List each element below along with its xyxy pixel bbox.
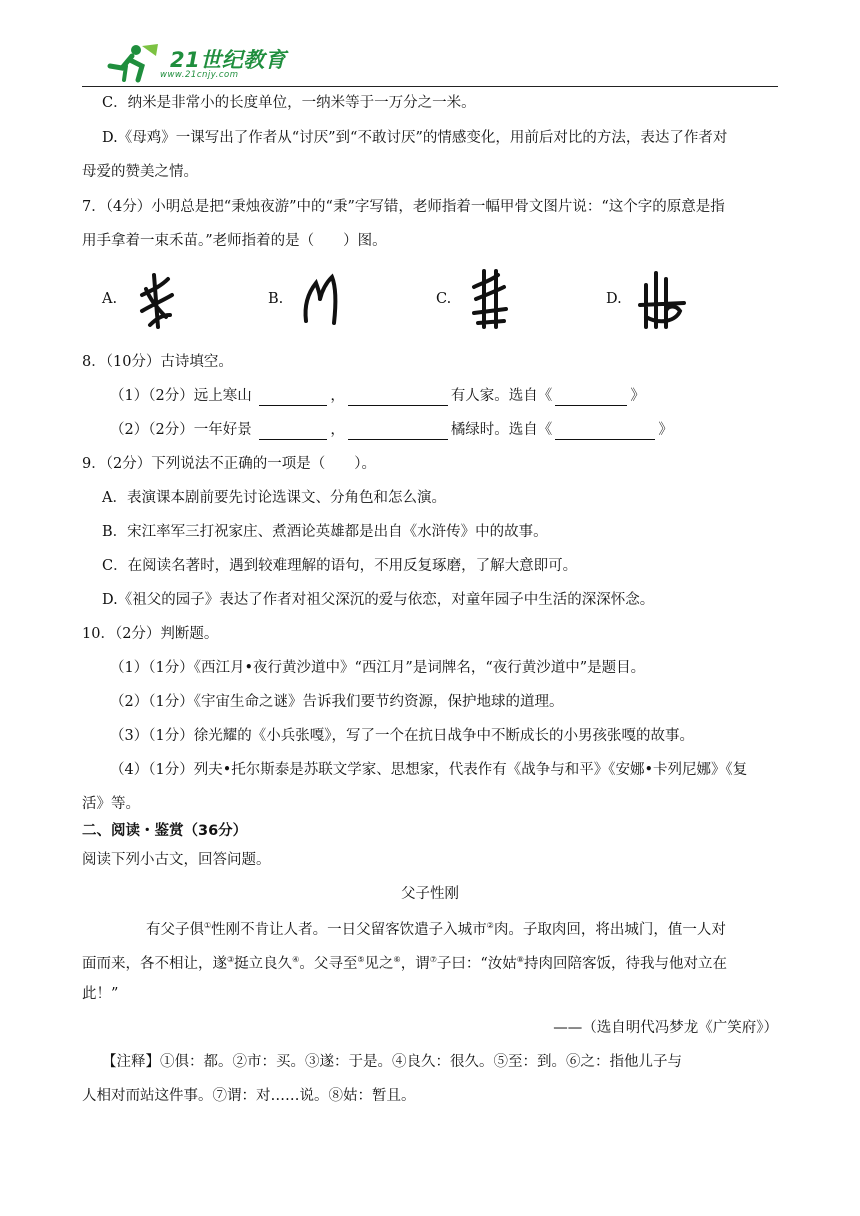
question-9-option-b: B．宋江率军三打祝家庄、煮酒论英雄都是出自《水浒传》中的故事。 [102, 524, 548, 540]
oracle-bone-glyph-b-icon [298, 265, 348, 335]
logo-text: 21世纪教育 [170, 48, 287, 72]
question-10-1: （1）（1分）《西江月•夜行黄沙道中》“西江月”是词牌名，“夜行黄沙道中”是题目。 [110, 660, 646, 676]
reading-instruction: 阅读下列小古文，回答问题。 [82, 852, 271, 868]
question-8-1 [110, 386, 810, 406]
choice-b[interactable] [268, 265, 428, 335]
question-10-4-cont: 活》等。 [82, 796, 140, 812]
choice-d[interactable] [606, 265, 766, 335]
oracle-bone-glyph-d-icon [636, 265, 696, 335]
footnote-mark: ① [204, 921, 212, 930]
option-d-line-cont: 母爱的赞美之情。 [82, 164, 198, 180]
question-10-3: （3）（1分）徐光耀的《小兵张嘎》，写了一个在抗日战争中不断成长的小男孩张嘎的故事。 [110, 728, 694, 744]
section-heading: 二、阅读・鉴赏（36分） [82, 823, 248, 839]
footnote-mark: ③ [227, 955, 235, 964]
question-7-line2: 用手拿着一束禾苗。”老师指着的是（ ）图。 [82, 233, 387, 249]
question-10-2: （2）（1分）《宇宙生命之谜》告诉我们要节约资源，保护地球的道理。 [110, 694, 564, 710]
question-8: 8．（10分）古诗填空。 [82, 354, 233, 370]
answer-blank[interactable] [555, 389, 627, 406]
text: 子曰：“汝姑 [436, 956, 517, 972]
oracle-bone-glyph-a-icon [132, 265, 182, 335]
question-9-option-a: A．表演课本剧前要先讨论选课文、分角色和怎么演。 [102, 490, 446, 506]
question-10: 10．（2分）判断题。 [82, 626, 219, 642]
prompt-text: 》 [658, 422, 673, 438]
text: ，谓 [400, 956, 430, 972]
footnote-mark: ⑤ [357, 955, 365, 964]
question-9-option-c: C．在阅读名著时，遇到较难理解的语句，不用反复琢磨，了解大意即可。 [102, 558, 578, 574]
footnote-mark: ④ [292, 955, 300, 964]
text: 挺立良久 [234, 956, 293, 972]
text: 持肉回陪客饭，待我与他对立在 [523, 956, 727, 972]
text: 有父子俱 [146, 922, 204, 938]
passage-line-2 [82, 950, 782, 974]
text: 肉。子取肉回，将出城门，值一人对 [493, 922, 726, 938]
text: 见之 [364, 956, 394, 972]
logo-url: www.21cnjy.com [160, 70, 239, 80]
prompt-text: （2）（2分）一年好景 [110, 422, 252, 438]
prompt-text: 有人家。选自《 [450, 388, 553, 404]
answer-blank[interactable] [348, 389, 448, 406]
question-9: 9．（2分）下列说法不正确的一项是（ ）。 [82, 456, 376, 472]
choice-label: C. [436, 291, 452, 307]
question-7-line1: 7．（4分）小明总是把“秉烛夜游”中的“秉”字写错，老师指着一幅甲骨文图片说：“这个字的原意是指 [82, 199, 725, 215]
choice-label: B. [268, 291, 284, 307]
answer-blank[interactable] [259, 389, 327, 406]
text: 。父寻至 [299, 956, 358, 972]
passage-title: 父子性刚 [401, 886, 459, 902]
answer-blank[interactable] [348, 423, 448, 440]
page-header [82, 38, 778, 87]
choice-label: D. [606, 291, 622, 307]
footnote-mark: ② [486, 921, 494, 930]
runner-icon [102, 42, 162, 84]
answer-blank[interactable] [555, 423, 655, 440]
prompt-text: 橘绿时。选自《 [450, 422, 553, 438]
question-9-option-d: D.《祖父的园子》表达了作者对祖父深沉的爱与依恋，对童年园子中生活的深深怀念。 [102, 592, 655, 608]
passage-source: ——（选自明代冯梦龙《广笑府》） [553, 1020, 778, 1036]
footnote-mark: ⑧ [516, 955, 524, 964]
oracle-bone-glyph-c-icon [466, 265, 516, 335]
passage-line-3: 此！” [82, 986, 119, 1002]
text: 面而来，各不相让，遂 [82, 956, 227, 972]
notes-line-2: 人相对而站这件事。⑦谓：对……说。⑧姑：暂且。 [82, 1088, 416, 1104]
answer-blank[interactable] [259, 423, 327, 440]
footnote-mark: ⑦ [429, 955, 437, 964]
comma: ， [330, 388, 345, 404]
footnote-mark: ⑥ [393, 955, 401, 964]
question-10-4: （4）（1分）列夫•托尔斯泰是苏联文学家、思想家，代表作有《战争与和平》《安娜•卡列尼娜》《复 [110, 762, 748, 778]
notes-line-1: 【注释】①俱：都。②市：买。③遂：于是。④良久：很久。⑤至：到。⑥之：指他儿子与 [102, 1054, 682, 1070]
prompt-text: （1）（2分）远上寒山 [110, 388, 252, 404]
prompt-text: 》 [630, 388, 645, 404]
choice-a[interactable] [102, 265, 262, 335]
comma: ， [330, 422, 345, 438]
logo [102, 42, 287, 84]
question-8-2 [110, 420, 810, 440]
passage-line-1 [146, 916, 846, 940]
choice-label: A. [102, 291, 118, 307]
choice-c[interactable] [436, 265, 596, 335]
text: 性刚不肯让人者。一日父留客饮遣子入城市 [211, 922, 487, 938]
option-c-line: C．纳米是非常小的长度单位，一纳米等于一万分之一米。 [102, 95, 476, 111]
option-d-line: D.《母鸡》一课写出了作者从“讨厌”到“不敢讨厌”的情感变化，用前后对比的方法，表达了作者对 [102, 130, 728, 146]
